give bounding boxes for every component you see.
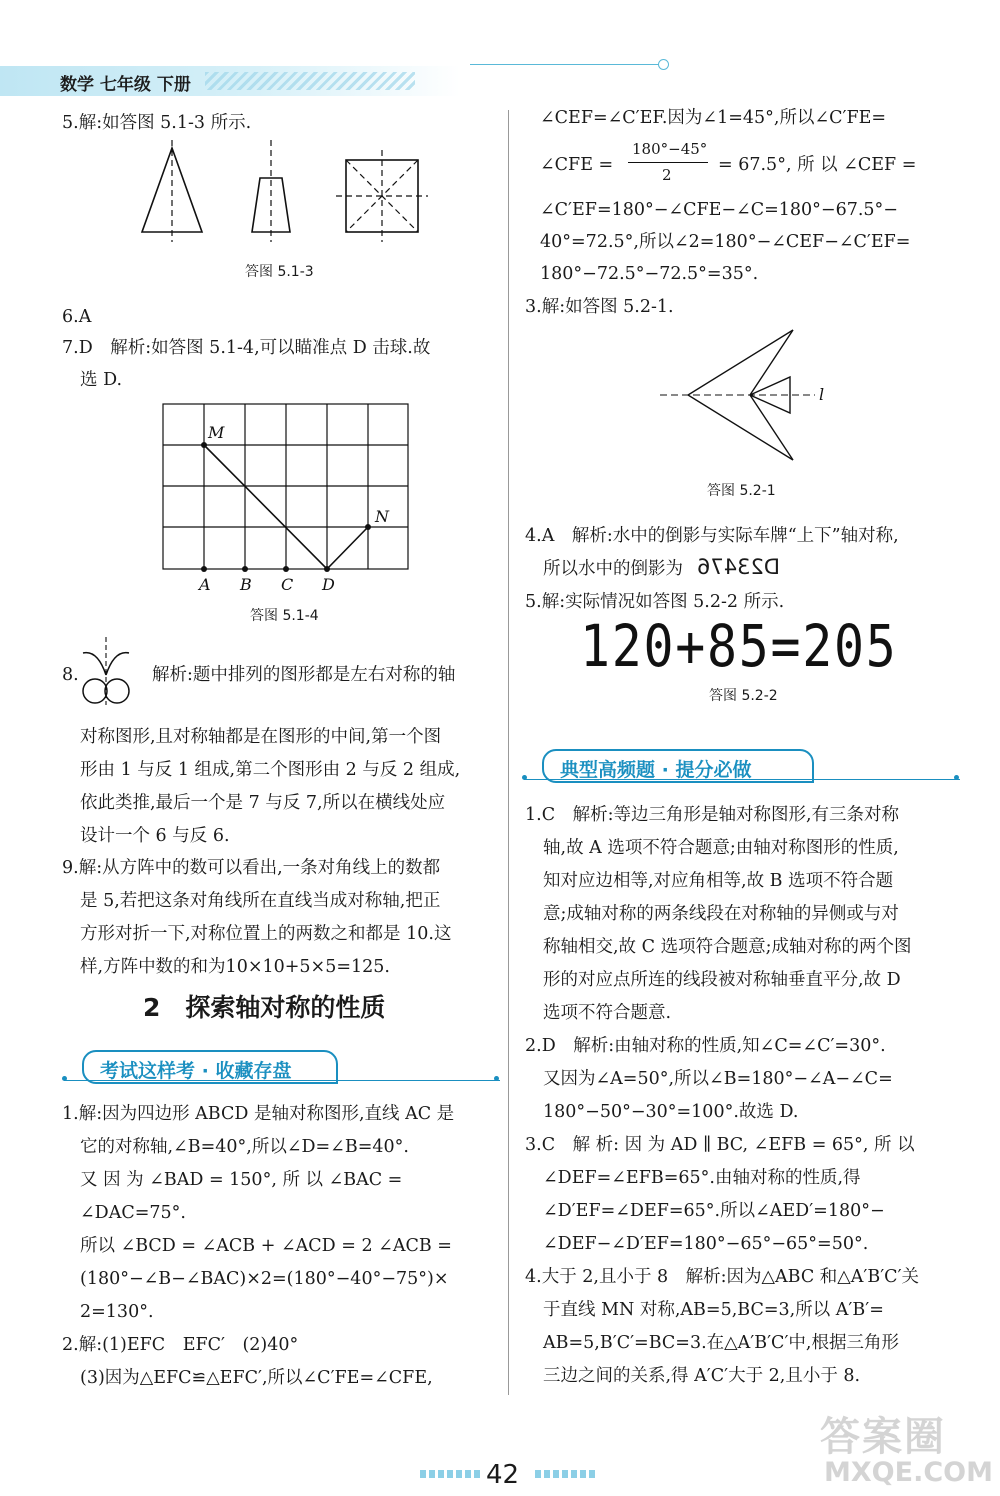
h1-line1: 1.C 解析:等边三角形是轴对称图形,有三条对称 bbox=[525, 805, 900, 825]
label-N: N bbox=[375, 507, 389, 526]
banner-highfreq-dot-right bbox=[954, 775, 959, 780]
reflected-plate: D23476 bbox=[697, 555, 780, 579]
watermark-logo-text: 答案圈 bbox=[820, 1414, 946, 1460]
caption-5-2-1: 答图 5.2-1 bbox=[707, 483, 776, 499]
page-header bbox=[0, 62, 470, 98]
s1-line6: (180°−∠B−∠BAC)×2=(180°−40°−75°)× bbox=[80, 1269, 449, 1289]
s2-line2: (3)因为△EFC≌△EFC′,所以∠C′FE=∠CFE, bbox=[80, 1368, 433, 1388]
q8-line3: 形由 1 与反 1 组成,第二个图形由 2 与反 2 组成, bbox=[80, 760, 461, 780]
s1-line2: 它的对称轴,∠B=40°,所以∠D=∠B=40°. bbox=[80, 1137, 409, 1157]
page-number: 42 bbox=[486, 1460, 520, 1490]
label-M: M bbox=[208, 423, 225, 442]
s2-line1: 2.解:(1)EFC EFC′ (2)40° bbox=[62, 1335, 299, 1355]
h1-line2: 轴,故 A 选项不符合题意;由轴对称图形的性质, bbox=[543, 838, 899, 858]
q7-line2: 选 D. bbox=[80, 370, 123, 390]
h4-line3: AB=5,B′C′=BC=3.在△A′B′C′中,根据三角形 bbox=[543, 1333, 899, 1353]
figure-5-1-4-grid bbox=[150, 400, 420, 600]
r-line2-post: = 67.5°, 所 以 ∠CEF = bbox=[718, 155, 917, 175]
r-q4-line1: 4.A 解析:水中的倒影与实际车牌“上下”轴对称, bbox=[525, 526, 899, 546]
watermark-url: MXQE.COM bbox=[824, 1457, 993, 1488]
q5-text: 5.解:如答图 5.1-3 所示. bbox=[62, 113, 252, 133]
page-number-deco-right bbox=[535, 1470, 595, 1478]
banner-exam-rule bbox=[64, 1080, 500, 1081]
banner-exam-box bbox=[82, 1050, 338, 1084]
q8-line1: 解析:题中排列的图形都是左右对称的轴 bbox=[152, 665, 456, 685]
h3-line1: 3.C 解 析: 因 为 AD ∥ BC, ∠EFB = 65°, 所 以 bbox=[525, 1135, 915, 1155]
h1-line7: 选项不符合题意. bbox=[543, 1003, 672, 1023]
h2-line2: 又因为∠A=50°,所以∠B=180°−∠A−∠C= bbox=[543, 1069, 893, 1089]
h2-line1: 2.D 解析:由轴对称的性质,知∠C=∠C′=30°. bbox=[525, 1036, 886, 1056]
s1-line3: 又 因 为 ∠BAD = 150°, 所 以 ∠BAC = bbox=[80, 1170, 403, 1190]
r-frac-den: 2 bbox=[662, 166, 672, 184]
banner-highfreq-text: 典型高频题 · 提分必做 bbox=[560, 759, 752, 781]
q8-number: 8. bbox=[62, 665, 79, 685]
r-q5-line: 5.解:实际情况如答图 5.2-2 所示. bbox=[525, 592, 785, 612]
h2-line3: 180°−50°−30°=100°.故选 D. bbox=[543, 1102, 799, 1122]
h4-line1: 4.大于 2,且小于 8 解析:因为△ABC 和△A′B′C′关 bbox=[525, 1267, 920, 1287]
q6-text: 6.A bbox=[62, 307, 92, 327]
matchstick-equation: 120+85=205 bbox=[580, 612, 898, 680]
caption-5-2-2: 答图 5.2-2 bbox=[709, 688, 778, 704]
label-C: C bbox=[281, 575, 294, 594]
r-line5: 180°−72.5°−72.5°=35°. bbox=[540, 264, 759, 284]
q8-line2: 对称图形,且对称轴都是在图形的中间,第一个图 bbox=[80, 727, 442, 747]
h1-line6: 形的对应点所连的线段被对称轴垂直平分,故 D bbox=[543, 970, 901, 990]
figure-5-1-3 bbox=[130, 140, 430, 250]
banner-highfreq-dot-left bbox=[522, 775, 527, 780]
h1-line4: 意;成轴对称的两条线段在对称轴的异侧或与对 bbox=[543, 904, 899, 924]
q8-line5: 设计一个 6 与反 6. bbox=[80, 826, 230, 846]
section-title: 2 探索轴对称的性质 bbox=[143, 993, 386, 1022]
banner-highfreq bbox=[524, 749, 964, 783]
s1-line1: 1.解:因为四边形 ABCD 是轴对称图形,直线 AC 是 bbox=[62, 1104, 455, 1124]
banner-exam-text: 考试这样考 · 收藏存盘 bbox=[100, 1060, 292, 1082]
label-D: D bbox=[322, 575, 335, 594]
r-line2-pre: ∠CFE = bbox=[540, 155, 614, 175]
q8-line4: 依此类推,最后一个是 7 与反 7,所以在横线处应 bbox=[80, 793, 446, 813]
h4-line4: 三边之间的关系,得 A′C′大于 2,且小于 8. bbox=[543, 1366, 861, 1386]
h1-line5: 称轴相交,故 C 选项符合题意;成轴对称的两个图 bbox=[543, 937, 912, 957]
header-rule bbox=[470, 64, 660, 65]
s1-line7: 2=130°. bbox=[80, 1302, 154, 1322]
q7-line1: 7.D 解析:如答图 5.1-4,可以瞄准点 D 击球.故 bbox=[62, 338, 431, 358]
banner-exam bbox=[64, 1050, 504, 1084]
header-title: 数学 七年级 下册 bbox=[60, 75, 191, 95]
q9-line2: 是 5,若把这条对角线所在直线当成对称轴,把正 bbox=[80, 891, 441, 911]
header-stripes bbox=[205, 72, 415, 90]
s1-line4: ∠DAC=75°. bbox=[80, 1203, 186, 1223]
banner-exam-dot-left bbox=[62, 1076, 67, 1081]
s1-line5: 所以 ∠BCD = ∠ACB + ∠ACD = 2 ∠ACB = bbox=[80, 1236, 452, 1256]
label-A: A bbox=[199, 575, 211, 594]
h4-line2: 于直线 MN 对称,AB=5,BC=3,所以 A′B′= bbox=[543, 1300, 884, 1320]
r-line1: ∠CEF=∠C′EF.因为∠1=45°,所以∠C′FE= bbox=[540, 108, 887, 128]
banner-highfreq-rule bbox=[524, 779, 960, 780]
banner-exam-dot-right bbox=[494, 1076, 499, 1081]
banner-highfreq-box bbox=[542, 749, 814, 783]
q9-line4: 样,方阵中数的和为10×10+5×5=125. bbox=[80, 957, 390, 977]
caption-5-1-4: 答图 5.1-4 bbox=[250, 608, 319, 624]
h3-line4: ∠DEF−∠D′EF=180°−65°−65°=50°. bbox=[543, 1234, 869, 1254]
r-frac-num: 180°−45° bbox=[632, 140, 708, 158]
caption-5-1-3: 答图 5.1-3 bbox=[245, 264, 314, 280]
r-frac-bar bbox=[628, 162, 708, 163]
h3-line2: ∠DEF=∠EFB=65°.由轴对称的性质,得 bbox=[543, 1168, 861, 1188]
header-dot bbox=[658, 59, 669, 70]
label-B: B bbox=[240, 575, 252, 594]
h1-line3: 知对应边相等,对应角相等,故 B 选项不符合题 bbox=[543, 871, 894, 891]
line-l-label: l bbox=[819, 385, 825, 404]
page-number-deco-left bbox=[420, 1470, 480, 1478]
r-q4-line2: 所以水中的倒影为 bbox=[543, 559, 683, 579]
watermark bbox=[820, 1405, 995, 1490]
figure-5-2-1 bbox=[655, 325, 835, 475]
figure-q8-symbol bbox=[78, 635, 134, 707]
h3-line3: ∠D′EF=∠DEF=65°.所以∠AED′=180°− bbox=[543, 1201, 885, 1221]
column-divider bbox=[508, 110, 509, 1395]
r-line3: ∠C′EF=180°−∠CFE−∠C=180°−67.5°− bbox=[540, 200, 898, 220]
r-q3: 3.解:如答图 5.2-1. bbox=[525, 297, 674, 317]
r-line4: 40°=72.5°,所以∠2=180°−∠CEF−∠C′EF= bbox=[540, 232, 911, 252]
q9-line3: 方形对折一下,对称位置上的两数之和都是 10.这 bbox=[80, 924, 452, 944]
q9-line1: 9.解:从方阵中的数可以看出,一条对角线上的数都 bbox=[62, 858, 441, 878]
